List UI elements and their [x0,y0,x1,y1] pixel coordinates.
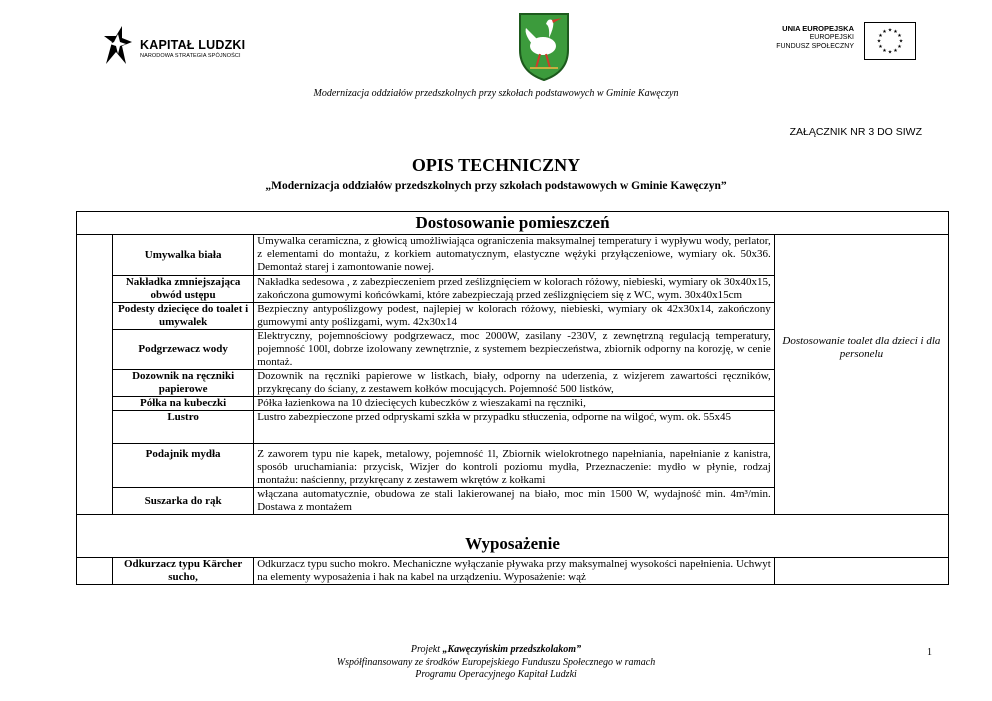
item-name: Umywalka biała [113,235,254,276]
item-description: Półka łazienkowa na 10 dziecięcych kubeczków z wieszakami na ręczniki, [254,397,775,411]
section-heading: Wyposażenie [77,515,949,558]
item-description: włączana automatycznie, obudowa ze stali lakierowanej na biało, moc min 1500 W, wydajność min. 4m³/min. Dostawa z montażem [254,488,775,515]
item-name: Suszarka do rąk [113,488,254,515]
item-name: Podesty dziecięce do toalet i umywalek [113,303,254,330]
section-note: Dostosowanie toalet dla dzieci i dla personelu [774,235,948,515]
kapital-ludzki-subtitle: NARODOWA STRATEGIA SPÓJNOŚCI [140,53,241,59]
document-subtitle: „Modernizacja oddziałów przedszkolnych przy szkołach podstawowych w Gminie Kawęczyn” [265,180,727,192]
eu-star-icon: ★ [887,49,893,56]
eu-star-icon: ★ [876,38,882,45]
eu-flag-icon [864,22,916,60]
section-heading-row [77,515,949,558]
project-title: Modernizacja oddziałów przedszkolnych przy szkołach podstawowych w Gminie Kawęczyn [313,88,679,99]
index-cell [77,558,113,585]
kapital-ludzki-title: KAPITAŁ LUDZKI [140,38,246,52]
eu-star-icon: ★ [893,48,898,55]
index-cell [77,235,113,515]
item-description: Dozownik na ręczniki papierowe w listkach, biały, odporny na uderzenia, z wizjerem zawartości ręczników, przykręcany do ściany, z zestawem kołków mocujących. Pojemność 500 listków, [254,370,775,397]
table-row [77,558,949,585]
eu-star-icon: ★ [897,33,902,39]
note-cell [774,558,948,585]
footer-line1 [0,644,992,657]
page-number: 1 [927,647,932,658]
item-name: Podgrzewacz wody [113,330,254,370]
eu-star-icon: ★ [882,48,887,55]
eu-star-icon: ★ [882,28,887,35]
eu-logo-line2: EUROPEJSKI [809,34,854,41]
eu-logo-text [776,24,854,51]
item-name: Podajnik mydła [113,444,254,488]
item-description: Lustro zabezpieczone przed odpryskami szkła w przypadku stłuczenia, odporne na wilgoć, wym. ok. 55x45 [254,411,775,444]
table-row [77,235,949,276]
item-name: Lustro [113,411,254,444]
eu-star-icon: ★ [898,38,904,45]
eu-logo-line3: FUNDUSZ SPOŁECZNY [776,43,854,50]
item-description: Nakładka sedesowa , z zabezpieczeniem przed ześlizgnięciem w kolorach różowy, niebieski, wymiary ok 30x40x15, zakończona gumowymi końcówkami, które zabezpieczają przed ześlizgnięciem się z WC, wym. 30x40x15cm [254,276,775,303]
eu-star-icon: ★ [897,44,902,50]
annex-label: ZAŁĄCZNIK NR 3 DO SIWZ [789,126,922,138]
item-name: Dozownik na ręczniki papierowe [113,370,254,397]
eu-star-icon: ★ [878,33,883,39]
item-description: Elektryczny, pojemnościowy podgrzewacz, moc 2000W, zasilany -230V, z zewnętrzną regulacją temperatury, pojemność 100l, dobrze izolowany zewnętrznie, z systemem bezpieczeństwa, zbiornik odporny na korozję, w cenie montaż. [254,330,775,370]
eu-logo-line1: UNIA EUROPEJSKA [782,24,854,33]
eu-star-icon: ★ [893,28,898,35]
item-name: Nakładka zmniejszająca obwód ustępu [113,276,254,303]
item-description: Z zaworem typu nie kapek, metalowy, pojemność 1l, Zbiornik wielokrotnego napełniania, napełnianie z kanistra, sposób uruchamiania: przycisk, Wizjer do kontroli poziomu mydła, Przeznaczenie: mydło w płynie, rodzaj montażu: naścienny, przykręcany z zestawem wkrętów z kołkami [254,444,775,488]
eu-star-icon: ★ [887,27,893,34]
item-description: Umywalka ceramiczna, z głowicą umożliwiająca ograniczenia maksymalnej temperatury i wypływu wody, perlator, z elementami do montażu, z korkiem automatycznym, elastyczne wężyki przyłączeniowe, wymiary ok. 50x36. Demontaż starej i zamontowanie nowej. [254,235,775,276]
footer [0,644,992,682]
eu-star-icon: ★ [878,44,883,50]
kapital-ludzki-star-icon [100,24,134,66]
section-heading-row [77,212,949,235]
section-heading: Dostosowanie pomieszczeń [77,212,949,235]
item-name: Półka na kubeczki [113,397,254,411]
kapital-ludzki-logo [100,20,260,70]
footer-line2: Współfinansowany ze środków Europejskiego Funduszu Społecznego w ramach [336,656,656,668]
footer-project-prefix: Projekt [410,644,443,655]
footer-project-name: „Kawęczyńskim przedszkolakom” [442,644,582,655]
footer-line3: Programu Operacyjnego Kapitał Ludzki [415,669,577,680]
eu-logo [760,22,920,62]
item-description: Odkurzacz typu sucho mokro. Mechaniczne wyłączanie pływaka przy maksymalnej wysokości napełnienia. Uchwyt na elementy wyposażenia i hak na kabel na urządzeniu. Wyposażenie: wąż [254,558,775,585]
item-description: Bezpieczny antypoślizgowy podest, najlepiej w kolorach różowy, niebieski, wymiary ok 42x30x14, zakończony gumowymi anty poślizgami, wym. 42x30x14 [254,303,775,330]
item-name: Odkurzacz typu Kärcher sucho, [113,558,254,585]
gmina-crest-icon [516,10,572,82]
document-title: OPIS TECHNICZNY [411,155,581,175]
specification-table [76,211,949,585]
